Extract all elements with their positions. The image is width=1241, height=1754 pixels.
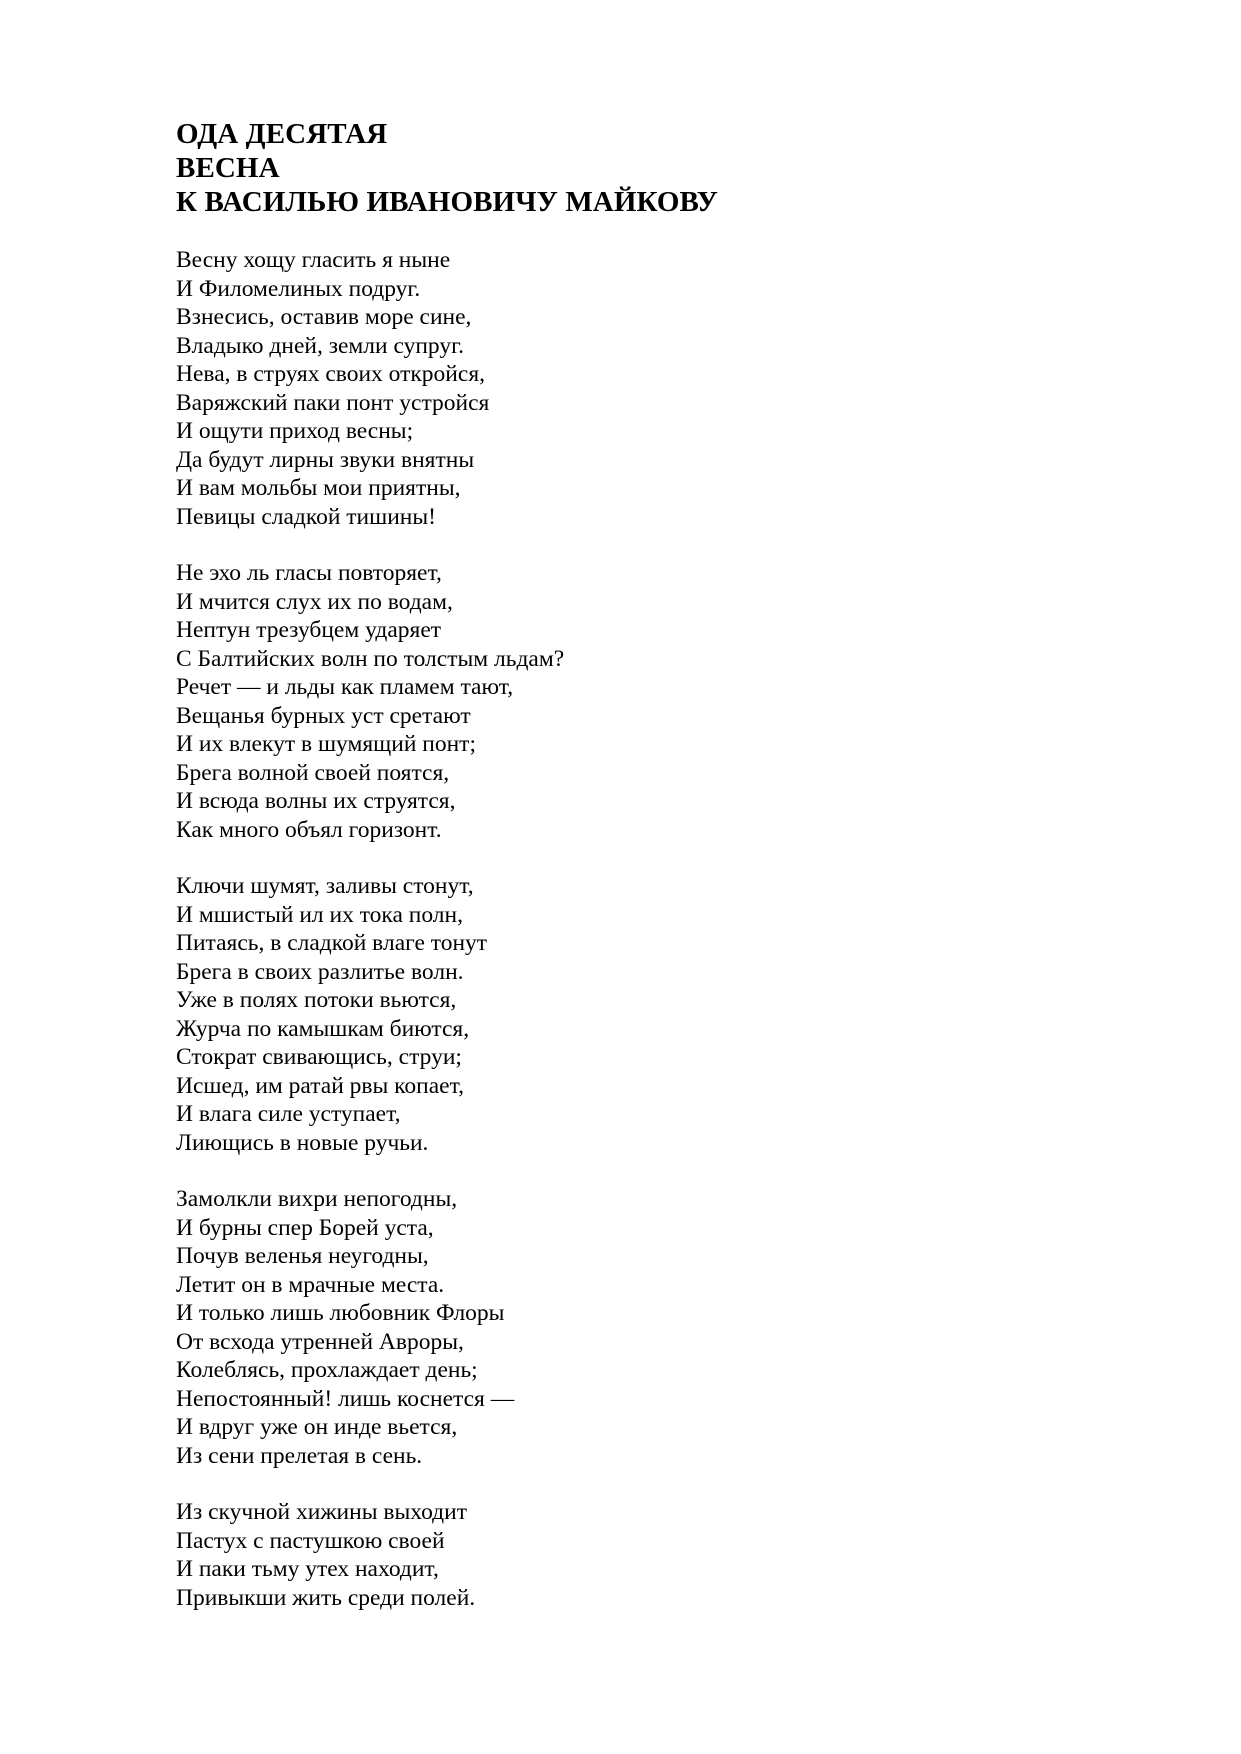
verse-line: Из сени прелетая в сень. (176, 1442, 423, 1469)
verse-line: Исшед, им ратай рвы копает, (176, 1072, 464, 1099)
verse-line: Лиющись в новые ручьи. (176, 1129, 429, 1156)
verse-line: И влага силе уступает, (176, 1101, 401, 1127)
verse-line: Брега волной своей поятся, (176, 759, 450, 786)
verse-line: Певицы сладкой тишины! (176, 503, 436, 530)
verse-line: Речет — и льды как пламем тают, (176, 674, 514, 700)
stanza (176, 246, 564, 531)
verse-line: И мшистый ил их тока полн, (176, 901, 463, 928)
verse-line: Привыкши жить среди полей. (176, 1584, 476, 1611)
verse-line: Да будут лирны звуки внятны (176, 446, 475, 473)
poem-body (176, 246, 564, 1640)
verse-line: Летит он в мрачные места. (176, 1271, 445, 1298)
verse-line: И Филомелиных подруг. (176, 275, 421, 302)
verse-line: Нептун трезубцем ударяет (176, 617, 442, 643)
stanza (176, 1185, 564, 1470)
verse-line: Варяжский паки понт устройся (176, 389, 490, 416)
verse-line: Из скучной хижины выходит (176, 1499, 467, 1525)
verse-line: От всхода утренней Авроры, (176, 1328, 464, 1355)
verse-line: Вещанья бурных уст сретают (176, 702, 471, 729)
verse-line: С Балтийских волн по толстым льдам? (176, 645, 565, 672)
verse-line: И паки тьму утех находит, (176, 1556, 439, 1582)
stanza (176, 872, 564, 1157)
verse-line: Брега в своих разлитье волн. (176, 958, 464, 985)
verse-line: Как много объял горизонт. (176, 816, 442, 843)
verse-line: Пастух с пастушкою своей (176, 1527, 445, 1554)
verse-line: И их влекут в шумящий понт; (176, 731, 476, 757)
title-line-dedication: К ВАСИЛЬЮ ИВАНОВИЧУ МАЙКОВУ (176, 186, 719, 218)
verse-line: Питаясь, в сладкой влаге тонут (176, 930, 488, 956)
verse-line: Журча по камышкам биются, (176, 1015, 470, 1042)
verse-line: И всюда волны их струятся, (176, 788, 456, 814)
stanza (176, 559, 564, 844)
poem-title (176, 117, 718, 219)
verse-line: Ключи шумят, заливы стонут, (176, 873, 474, 899)
verse-line: И мчится слух их по водам, (176, 588, 453, 615)
verse-line: Непостоянный! лишь коснется — (176, 1385, 515, 1412)
stanza (176, 1498, 564, 1612)
verse-line: Владыко дней, земли супруг. (176, 332, 464, 359)
verse-line: И ощути приход весны; (176, 418, 414, 444)
verse-line: Стократ свивающись, струи; (176, 1044, 462, 1070)
verse-line: И вам мольбы мои приятны, (176, 475, 461, 501)
verse-line: Замолкли вихри непогодны, (176, 1186, 458, 1212)
verse-line: Нева, в струях своих откройся, (176, 361, 485, 387)
verse-line: Почув веленья неугодны, (176, 1243, 429, 1269)
verse-line: Весну хощу гласить я ныне (176, 247, 451, 273)
title-line-subject: ВЕСНА (176, 152, 280, 184)
verse-line: Уже в полях потоки вьются, (176, 987, 457, 1013)
verse-line: И бурны спер Борей уста, (176, 1214, 434, 1241)
verse-line: И вдруг уже он инде вьется, (176, 1414, 458, 1440)
title-line-ode-number: ОДА ДЕСЯТАЯ (176, 118, 388, 150)
verse-line: Колеблясь, прохлаждает день; (176, 1357, 478, 1383)
verse-line: Взнесись, оставив море сине, (176, 304, 472, 330)
verse-line: Не эхо ль гласы повторяет, (176, 560, 442, 586)
verse-line: И только лишь любовник Флоры (176, 1300, 505, 1326)
